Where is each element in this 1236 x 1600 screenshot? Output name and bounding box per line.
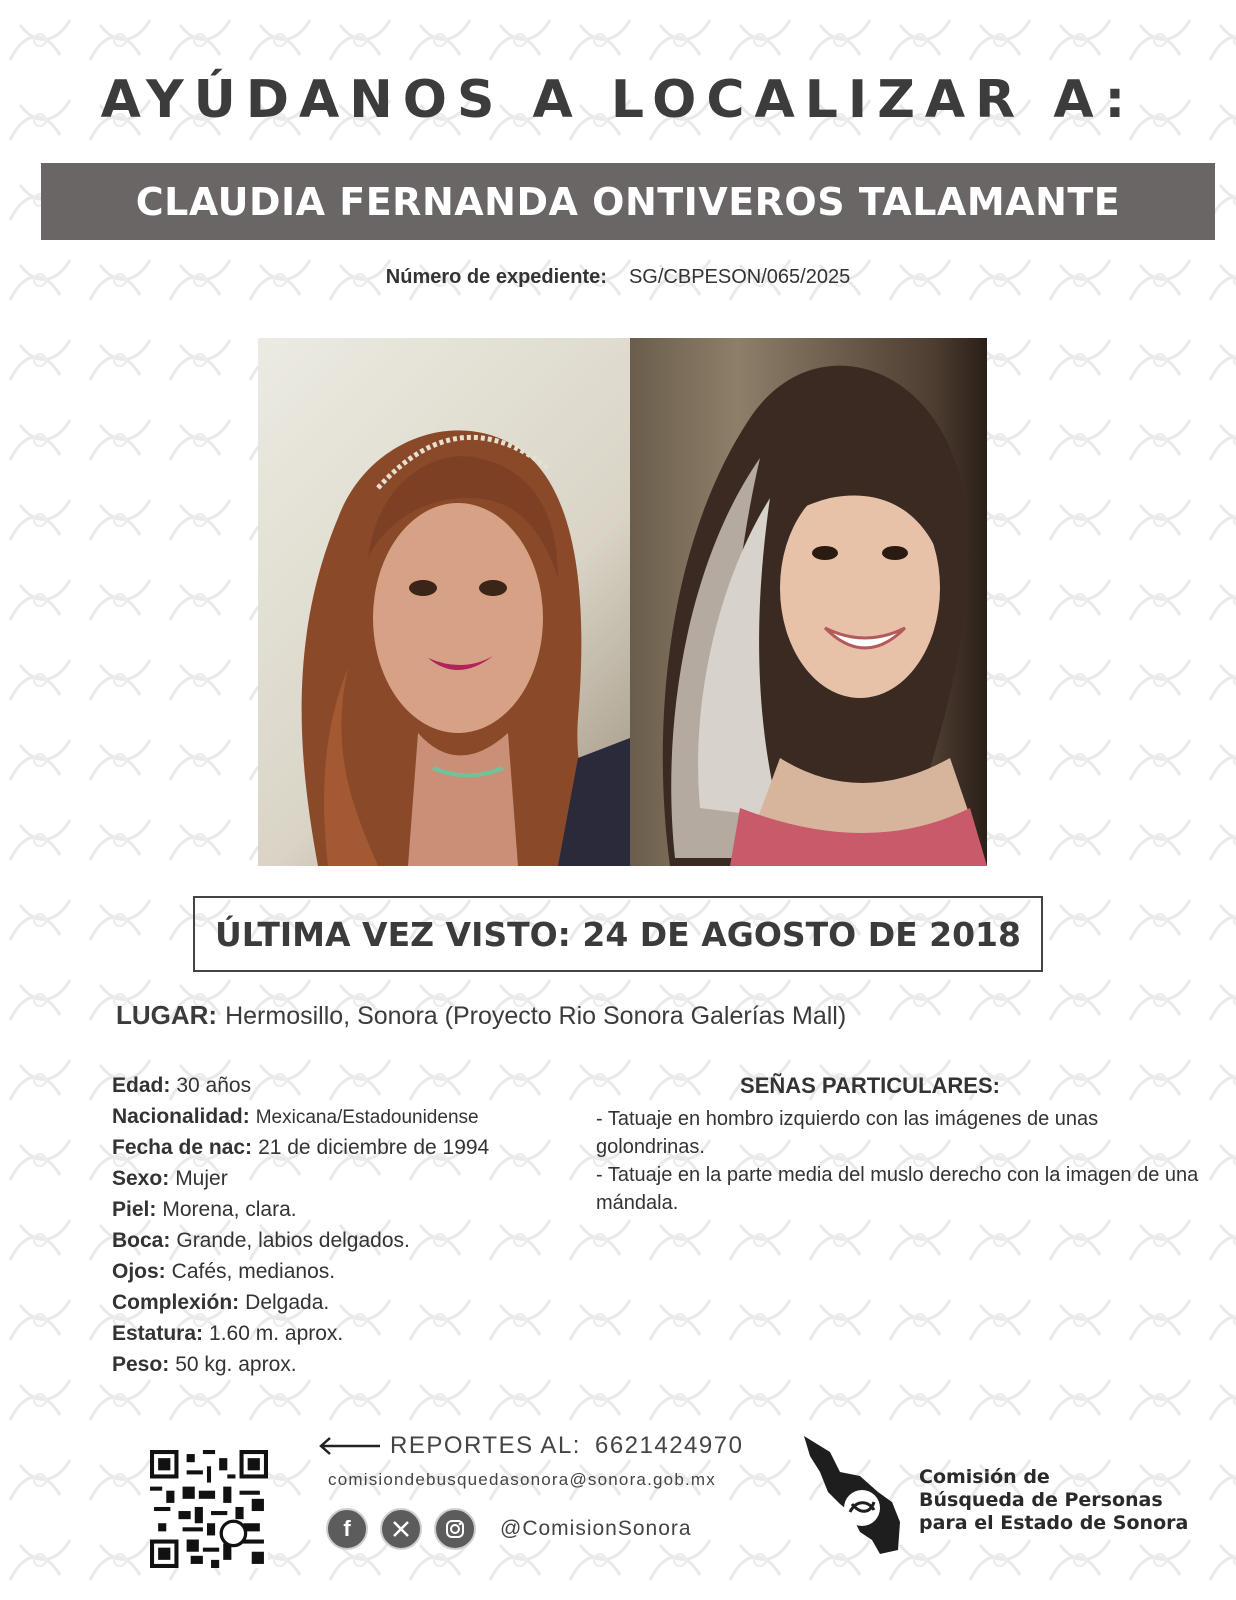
detail-row (112, 1101, 582, 1132)
detail-value: 1.60 m. aprox. (209, 1322, 344, 1345)
detail-label: Nacionalidad: (112, 1105, 250, 1128)
detail-value: Cafés, medianos. (171, 1260, 336, 1283)
detail-row (112, 1070, 582, 1101)
detail-label: Complexión: (112, 1291, 240, 1314)
last-seen-box (193, 896, 1043, 972)
detail-label: Ojos: (112, 1260, 166, 1283)
detail-row (112, 1287, 582, 1318)
qr-code[interactable] (150, 1450, 268, 1568)
detail-row (112, 1132, 582, 1163)
detail-row (112, 1225, 582, 1256)
report-label: REPORTES AL: (390, 1432, 581, 1459)
instagram-icon[interactable] (434, 1508, 476, 1550)
detail-value: Morena, clara. (162, 1198, 297, 1221)
arrow-left-icon (318, 1436, 382, 1456)
organization-name (919, 1466, 1188, 1535)
detail-label: Piel: (112, 1198, 157, 1221)
report-line (318, 1432, 743, 1460)
location-value: Hermosillo, Sonora (Proyecto Rio Sonora Galerías Mall) (225, 1002, 847, 1030)
detail-row (112, 1194, 582, 1225)
detail-label: Fecha de nac: (112, 1136, 253, 1159)
org-line: para el Estado de Sonora (919, 1512, 1189, 1534)
detail-value: 21 de diciembre de 1994 (258, 1136, 490, 1159)
whatsapp-icon (221, 1521, 245, 1545)
detail-label: Peso: (112, 1353, 170, 1376)
social-links (326, 1508, 692, 1550)
photo-left (258, 338, 630, 866)
x-icon[interactable] (380, 1508, 422, 1550)
detail-label: Boca: (112, 1229, 171, 1252)
case-number (0, 266, 1236, 289)
org-line: Comisión de (919, 1466, 1050, 1488)
detail-value: Mujer (175, 1167, 228, 1190)
distinguishing-marks-title: SEÑAS PARTICULARES: (740, 1073, 1000, 1098)
list-item: - Tatuaje en hombro izquierdo con las imágenes de unas golondrinas. (596, 1108, 1099, 1158)
sonora-map-logo (800, 1432, 905, 1558)
report-phone[interactable]: 6621424970 (594, 1432, 744, 1459)
headline: AYÚDANOS A LOCALIZAR A: (100, 70, 1136, 130)
org-line: Búsqueda de Personas (919, 1489, 1163, 1511)
detail-value: 50 kg. aprox. (175, 1353, 297, 1376)
detail-row (112, 1256, 582, 1287)
detail-value: Grande, labios delgados. (176, 1229, 410, 1252)
detail-row (112, 1318, 582, 1349)
detail-label: Edad: (112, 1074, 171, 1097)
location-line (116, 1000, 846, 1031)
detail-value: Mexicana/Estadounidense (255, 1107, 479, 1128)
case-number-value: SG/CBPESON/065/2025 (628, 266, 851, 288)
detail-row (112, 1163, 582, 1194)
photo-right (630, 338, 987, 866)
last-seen-text: ÚLTIMA VEZ VISTO: 24 DE AGOSTO DE 2018 (215, 914, 1021, 954)
detail-value: Delgada. (245, 1291, 330, 1314)
detail-row (112, 1349, 582, 1380)
contact-email[interactable]: comisiondebusquedasonora@sonora.gob.mx (328, 1470, 716, 1489)
detail-label: Estatura: (112, 1322, 204, 1345)
location-label: LUGAR: (116, 1000, 218, 1030)
case-number-label: Número de expediente: (385, 266, 607, 288)
facebook-icon[interactable]: f (326, 1508, 368, 1550)
name-banner (41, 163, 1215, 240)
list-item: - Tatuaje en la parte media del muslo derecho con la imagen de una mándala. (596, 1164, 1199, 1214)
distinguishing-marks-list (596, 1105, 1211, 1217)
physical-details (112, 1070, 582, 1380)
detail-value: 30 años (176, 1074, 252, 1097)
social-handle[interactable]: @ComisionSonora (500, 1517, 692, 1540)
detail-label: Sexo: (112, 1167, 170, 1190)
person-name: CLAUDIA FERNANDA ONTIVEROS TALAMANTE (135, 179, 1121, 224)
